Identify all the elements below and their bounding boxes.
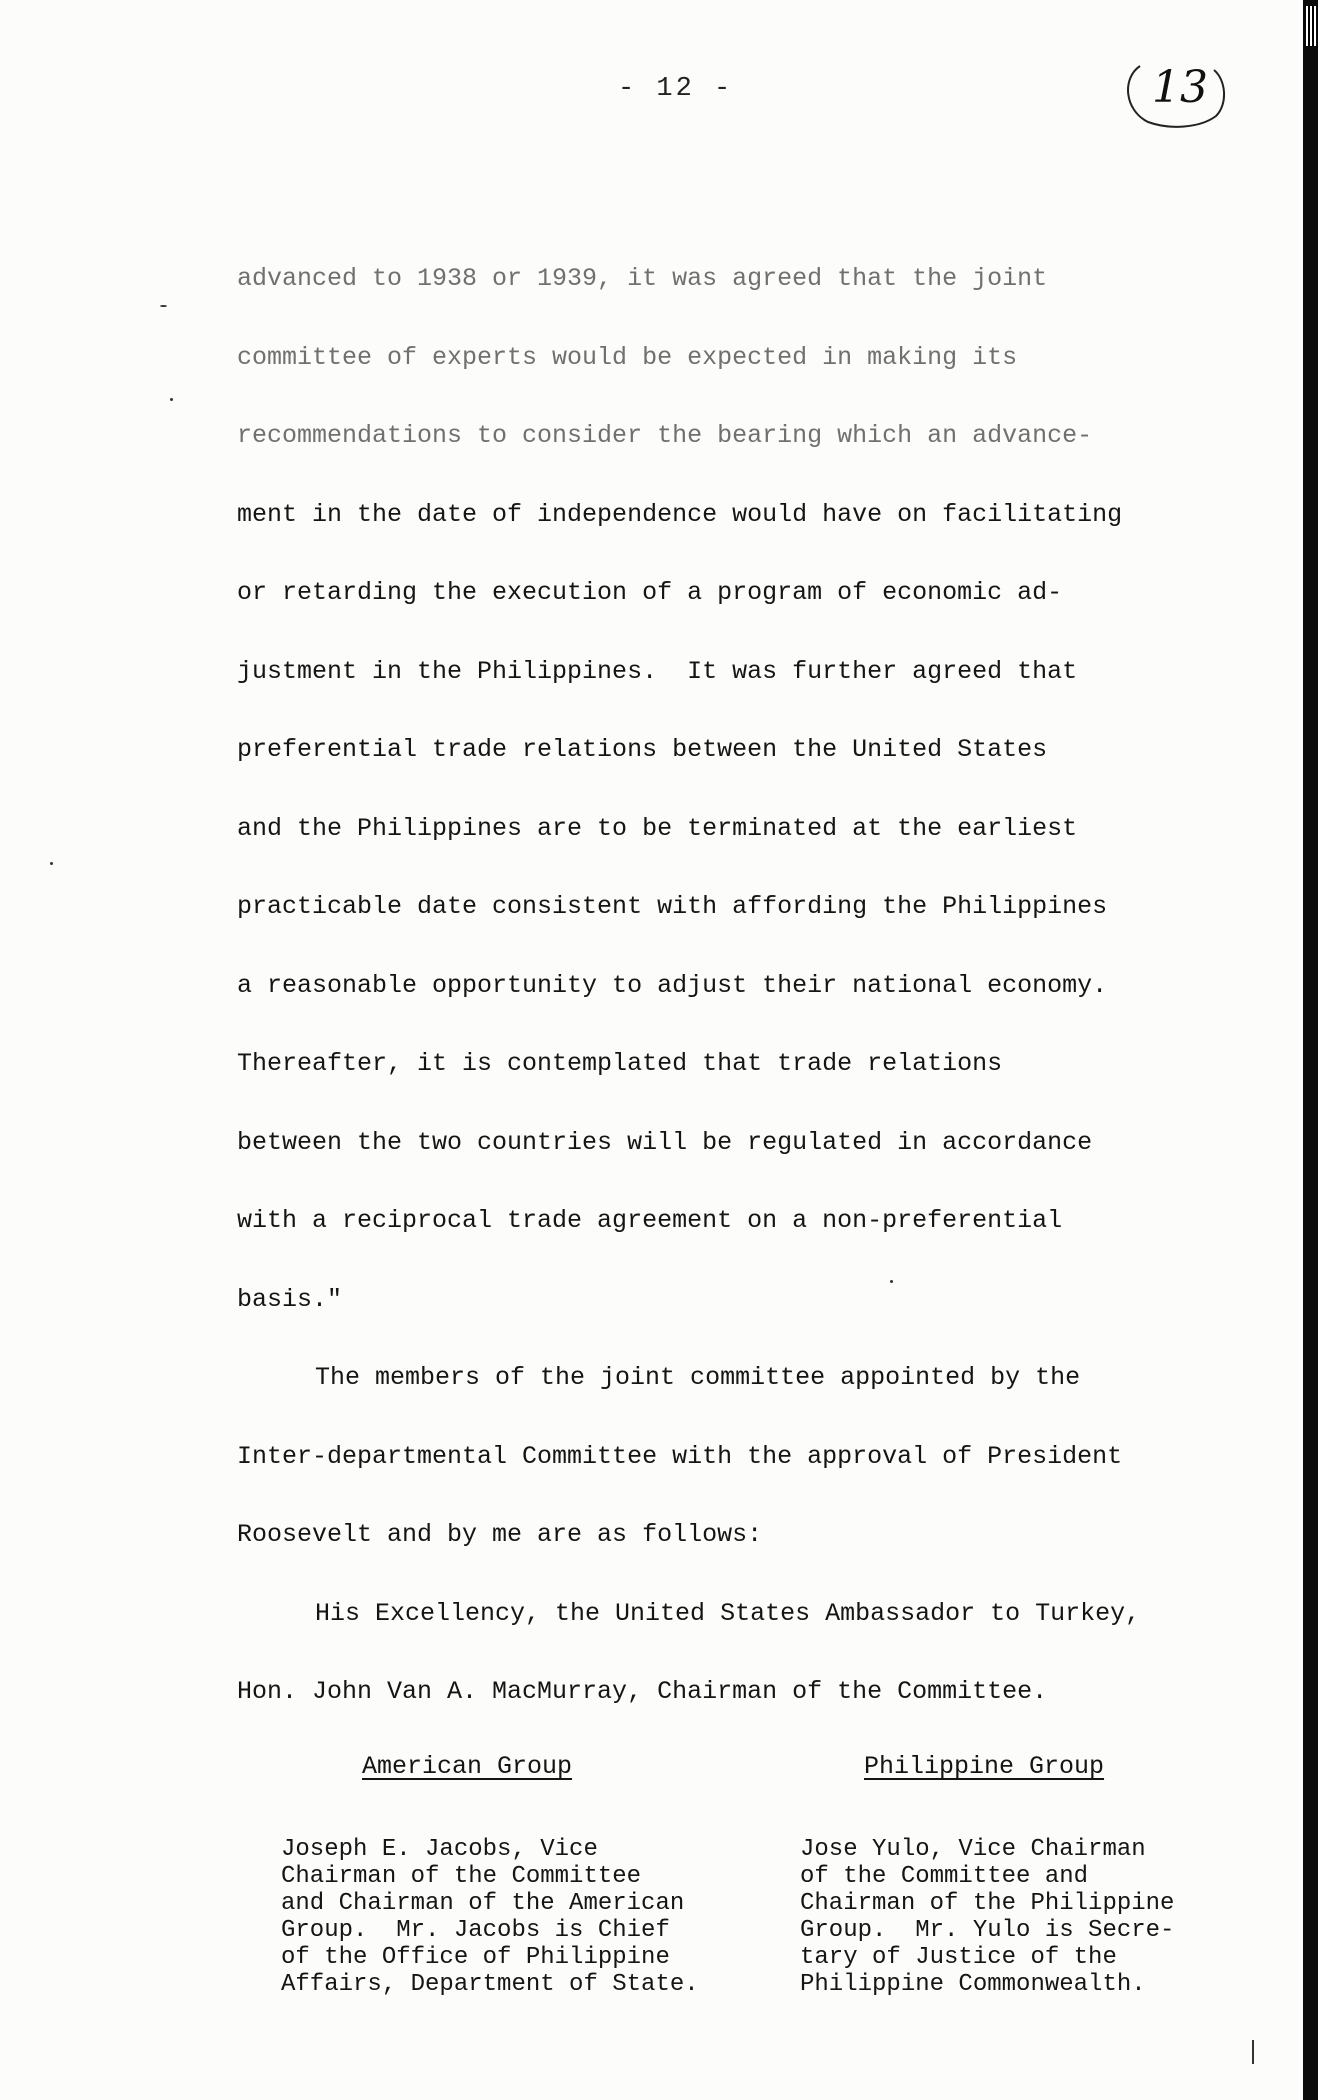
- scan-speck: [1252, 2040, 1254, 2064]
- body-line: between the two countries will be regulated in accordance: [237, 1127, 1093, 1157]
- body-line: preferential trade relations between the United States: [237, 735, 1048, 764]
- body-line: or retarding the execution of a program of economic ad-: [237, 578, 1063, 607]
- scan-speck: [170, 398, 173, 401]
- body-line: justment in the Philippines. It was further agreed that: [237, 656, 1078, 686]
- page-number: - 12 -: [618, 74, 734, 104]
- american-group-entry: Joseph E. Jacobs, Vice Chairman of the Committee and Chairman of the American Group. Mr. Jacobs is Chief of the Office of Philippine Affairs, Department of State.: [281, 1836, 699, 1998]
- body-line: ment in the date of independence would have on facilitating: [237, 499, 1123, 529]
- scan-edge-marks: [1306, 6, 1316, 46]
- paragraph-start-line: The members of the joint committee appointed by the: [315, 1363, 1081, 1392]
- body-line: a reasonable opportunity to adjust their national economy.: [237, 970, 1108, 1000]
- folio-number: 13: [1152, 62, 1208, 113]
- american-group-heading: American Group: [362, 1752, 573, 1781]
- paragraph-start-line: His Excellency, the United States Ambassador to Turkey,: [315, 1598, 1141, 1628]
- body-line: basis.": [237, 1284, 343, 1314]
- body-text: [237, 252, 1237, 1744]
- philippine-group-heading: Philippine Group: [864, 1752, 1105, 1781]
- body-line: practicable date consistent with affording the Philippines: [237, 892, 1108, 921]
- philippine-group-entry: Jose Yulo, Vice Chairman of the Committee and Chairman of the Philippine Group. Mr. Yulo is Secre- tary of Justice of the Philippine Commonwealth.: [800, 1836, 1175, 1998]
- body-line: Hon. John Van A. MacMurray, Chairman of the Committee.: [237, 1677, 1048, 1706]
- body-line: advanced to 1938 or 1939, it was agreed that the joint: [237, 264, 1048, 293]
- folio-number-stamp: [1118, 56, 1230, 130]
- body-line: committee of experts would be expected in making its: [237, 342, 1018, 372]
- scan-speck: [50, 862, 53, 865]
- body-line: recommendations to consider the bearing which an advance-: [237, 421, 1093, 450]
- body-line: with a reciprocal trade agreement on a non-preferential: [237, 1206, 1063, 1235]
- body-line: and the Philippines are to be terminated at the earliest: [237, 813, 1078, 843]
- body-line: Inter-departmental Committee with the approval of President: [237, 1441, 1123, 1471]
- body-line: Thereafter, it is contemplated that trade relations: [237, 1049, 1003, 1078]
- scan-speck: [160, 305, 167, 307]
- scan-edge: [1303, 0, 1318, 2100]
- body-line: Roosevelt and by me are as follows:: [237, 1520, 763, 1549]
- scan-speck: [890, 1280, 893, 1283]
